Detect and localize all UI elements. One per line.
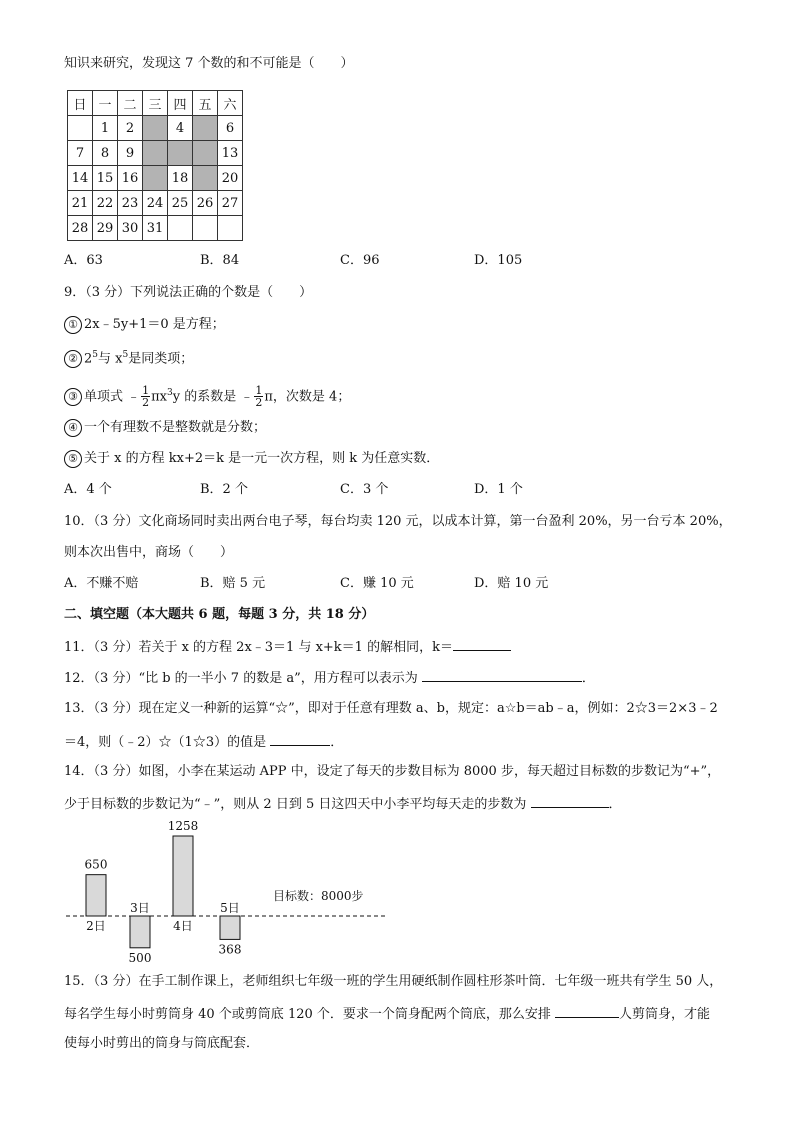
- q12-end: ．: [581, 671, 595, 686]
- calendar-header-cell: 六: [218, 91, 243, 116]
- q9-s1-number: ①: [64, 316, 82, 334]
- q10-option-c[interactable]: C．赚 10 元: [340, 576, 414, 591]
- calendar-cell: 27: [218, 191, 243, 216]
- fraction-numerator: 1: [142, 384, 150, 398]
- calendar-header-cell: 一: [93, 91, 118, 116]
- calendar-cell: 6: [218, 116, 243, 141]
- q15-text-b: 人剪筒身，才能: [619, 1007, 711, 1022]
- q9-s5-text: 关于 x 的方程 kx+2＝k 是一元一次方程，则 k 为任意实数．: [84, 451, 440, 466]
- calendar-cell: 23: [118, 191, 143, 216]
- q9-s3-a: 单项式 ﹣: [84, 389, 141, 405]
- q9-option-c[interactable]: C．3 个: [340, 482, 389, 497]
- q8-option-b[interactable]: B．84: [200, 253, 240, 268]
- q15-answer-blank[interactable]: [555, 1004, 619, 1018]
- calendar-cell-shaded: [143, 166, 168, 191]
- fraction-numerator: 1: [255, 384, 263, 398]
- fraction-denominator: 2: [142, 396, 150, 410]
- bar-3日: [130, 916, 150, 948]
- calendar-cell: 29: [93, 216, 118, 241]
- calendar-cell-shaded: [193, 141, 218, 166]
- bar-value-label: 368: [218, 942, 242, 957]
- q9-s3-fraction-2: [254, 385, 263, 408]
- q11: [64, 637, 511, 657]
- q9-s4-text: 一个有理数不是整数就是分数；: [84, 420, 267, 435]
- calendar-header-cell: 三: [143, 91, 168, 116]
- calendar-cell: 7: [68, 141, 93, 166]
- q13-text: ＝4，则（﹣2）☆（1☆3）的值是: [64, 735, 267, 750]
- calendar-cell: 26: [193, 191, 218, 216]
- calendar-cell-shaded: [143, 141, 168, 166]
- q9-s2-base: 2: [84, 351, 93, 367]
- steps-bar-chart: [60, 819, 400, 970]
- q14-line-2: [64, 794, 622, 814]
- bar-category-label: 5日: [220, 901, 240, 915]
- q8-option-d[interactable]: D．105: [474, 253, 523, 268]
- q8-option-a[interactable]: A．63: [64, 253, 103, 268]
- q10-line-1: 10．（3 分）文化商场同时卖出两台电子琴，每台均卖 120 元，以成本计算，第一台盈利 20%，另一台亏本 20%，: [64, 514, 732, 529]
- q9-s3-d: π，次数是 4；: [264, 389, 351, 405]
- calendar-cell: [168, 216, 193, 241]
- calendar-header-cell: 日: [68, 91, 93, 116]
- q14-answer-blank[interactable]: [531, 794, 609, 808]
- calendar-cell-shaded: [193, 166, 218, 191]
- q9-s2-exp2: 5: [122, 350, 129, 360]
- q10-line-2: 则本次出售中，商场（ ）: [64, 545, 234, 560]
- calendar-header-cell: 五: [193, 91, 218, 116]
- calendar-cell: 20: [218, 166, 243, 191]
- bar-4日: [173, 836, 193, 916]
- calendar-cell: 24: [143, 191, 168, 216]
- calendar-cell: 1: [93, 116, 118, 141]
- calendar-cell-shaded: [193, 116, 218, 141]
- section-2-heading: 二、填空题（本大题共 6 题，每题 3 分，共 18 分）: [64, 607, 375, 622]
- calendar-cell: 4: [168, 116, 193, 141]
- bar-category-label: 3日: [130, 901, 150, 915]
- q8-stem: 知识来研究，发现这 7 个数的和不可能是（ ）: [64, 56, 354, 71]
- calendar-cell: 30: [118, 216, 143, 241]
- q9-statement-5: [64, 450, 439, 468]
- q9-s1-text: 2x﹣5y+1＝0 是方程；: [84, 317, 225, 332]
- q9-option-d[interactable]: D．1 个: [474, 482, 523, 497]
- calendar-header-cell: 二: [118, 91, 143, 116]
- calendar-cell: 16: [118, 166, 143, 191]
- bar-2日: [86, 875, 106, 916]
- q9-stem: 9．（3 分）下列说法正确的个数是（ ）: [64, 285, 313, 300]
- q9-s3-fraction-1: [141, 385, 150, 408]
- q13-answer-blank[interactable]: [270, 732, 330, 746]
- calendar-cell: 18: [168, 166, 193, 191]
- q15-line-1: 15．（3 分）在手工制作课上，老师组织七年级一班的学生用硬纸制作圆柱形茶叶筒．七年级一班共有学生 50 人，: [64, 974, 723, 989]
- q13-line-2: [64, 732, 343, 752]
- q9-s3-exp: 3: [167, 388, 173, 398]
- q9-statement-3: [64, 378, 350, 412]
- q14-text: 少于目标数的步数记为“﹣”，则从 2 日到 5 日这四天中小李平均每天走的步数为: [64, 797, 527, 812]
- calendar-row: [68, 141, 243, 166]
- q9-statement-4: [64, 419, 266, 437]
- q9-s2-exp: 5: [92, 350, 99, 360]
- fraction-denominator: 2: [255, 396, 263, 410]
- bar-category-label: 2日: [86, 919, 106, 933]
- q11-text: 11．（3 分）若关于 x 的方程 2x﹣3＝1 与 x+k＝1 的解相同，k＝: [64, 640, 453, 655]
- calendar-cell: 8: [93, 141, 118, 166]
- q9-s2-number: ②: [64, 350, 82, 368]
- calendar-row: [68, 216, 243, 241]
- calendar-cell-shaded: [143, 116, 168, 141]
- q9-s2-mid: 与 x: [98, 351, 123, 367]
- q12-text: 12．（3 分）“比 b 的一半小 7 的数是 a”，用方程可以表示为: [64, 671, 418, 686]
- calendar-cell: 25: [168, 191, 193, 216]
- calendar-cell: 14: [68, 166, 93, 191]
- bar-5日: [220, 916, 240, 939]
- calendar-cell: 21: [68, 191, 93, 216]
- q14-line-1: 14．（3 分）如图，小李在某运动 APP 中，设定了每天的步数目标为 8000 步，每天超过目标数的步数记为“+”，: [64, 764, 721, 779]
- q15-line-3: 使每小时剪出的筒身与筒底配套．: [64, 1036, 260, 1051]
- calendar-cell: 28: [68, 216, 93, 241]
- q9-statement-1: [64, 316, 225, 334]
- calendar-row: [68, 166, 243, 191]
- q10-option-d[interactable]: D．赔 10 元: [474, 576, 549, 591]
- q13-end: ．: [330, 735, 344, 750]
- calendar-cell: [193, 216, 218, 241]
- calendar-cell: 9: [118, 141, 143, 166]
- calendar-header-cell: 四: [168, 91, 193, 116]
- q9-s4-number: ④: [64, 419, 82, 437]
- bar-value-label: 1258: [167, 819, 199, 833]
- q9-s3-b: πx: [151, 389, 168, 405]
- q12-answer-blank[interactable]: [422, 668, 582, 682]
- q15-text-a: 每名学生每小时剪筒身 40 个或剪筒底 120 个．要求一个筒身配两个筒底，那么安排: [64, 1007, 551, 1022]
- calendar-row: [68, 116, 243, 141]
- calendar-cell-shaded: [168, 141, 193, 166]
- q9-option-b[interactable]: B．2 个: [200, 482, 248, 497]
- target-label: 目标数：8000步: [273, 889, 364, 903]
- q9-s3-c: y 的系数是 ﹣: [172, 389, 254, 405]
- q9-statement-2: [64, 346, 193, 368]
- q15-line-2: [64, 1004, 710, 1024]
- calendar-cell: 13: [218, 141, 243, 166]
- calendar-cell: 2: [118, 116, 143, 141]
- calendar-row: [68, 191, 243, 216]
- q13-line-1: 13．（3 分）现在定义一种新的运算“☆”，即对于任意有理数 a、b，规定：a☆b＝ab﹣a，例如：2☆3＝2×3﹣2: [64, 701, 718, 716]
- calendar-cell: 15: [93, 166, 118, 191]
- calendar-table: [67, 90, 243, 241]
- q11-answer-blank[interactable]: [453, 637, 511, 651]
- q9-s3-number: ③: [64, 388, 82, 406]
- calendar-header-row: [68, 91, 243, 116]
- calendar-cell: 31: [143, 216, 168, 241]
- q14-end: ．: [608, 797, 622, 812]
- bar-category-label: 4日: [173, 919, 193, 933]
- bar-value-label: 650: [84, 857, 108, 872]
- q10-option-a[interactable]: A．不赚不赔: [64, 576, 139, 591]
- q9-option-a[interactable]: A．4 个: [64, 482, 112, 497]
- q9-s2-end: 是同类项；: [128, 351, 194, 367]
- q8-option-c[interactable]: C．96: [340, 253, 380, 268]
- calendar-cell: 22: [93, 191, 118, 216]
- q9-s5-number: ⑤: [64, 450, 82, 468]
- bar-value-label: 500: [128, 950, 152, 965]
- calendar-cell: [68, 116, 93, 141]
- calendar-cell: [218, 216, 243, 241]
- q10-option-b[interactable]: B．赔 5 元: [200, 576, 266, 591]
- q12: [64, 668, 595, 688]
